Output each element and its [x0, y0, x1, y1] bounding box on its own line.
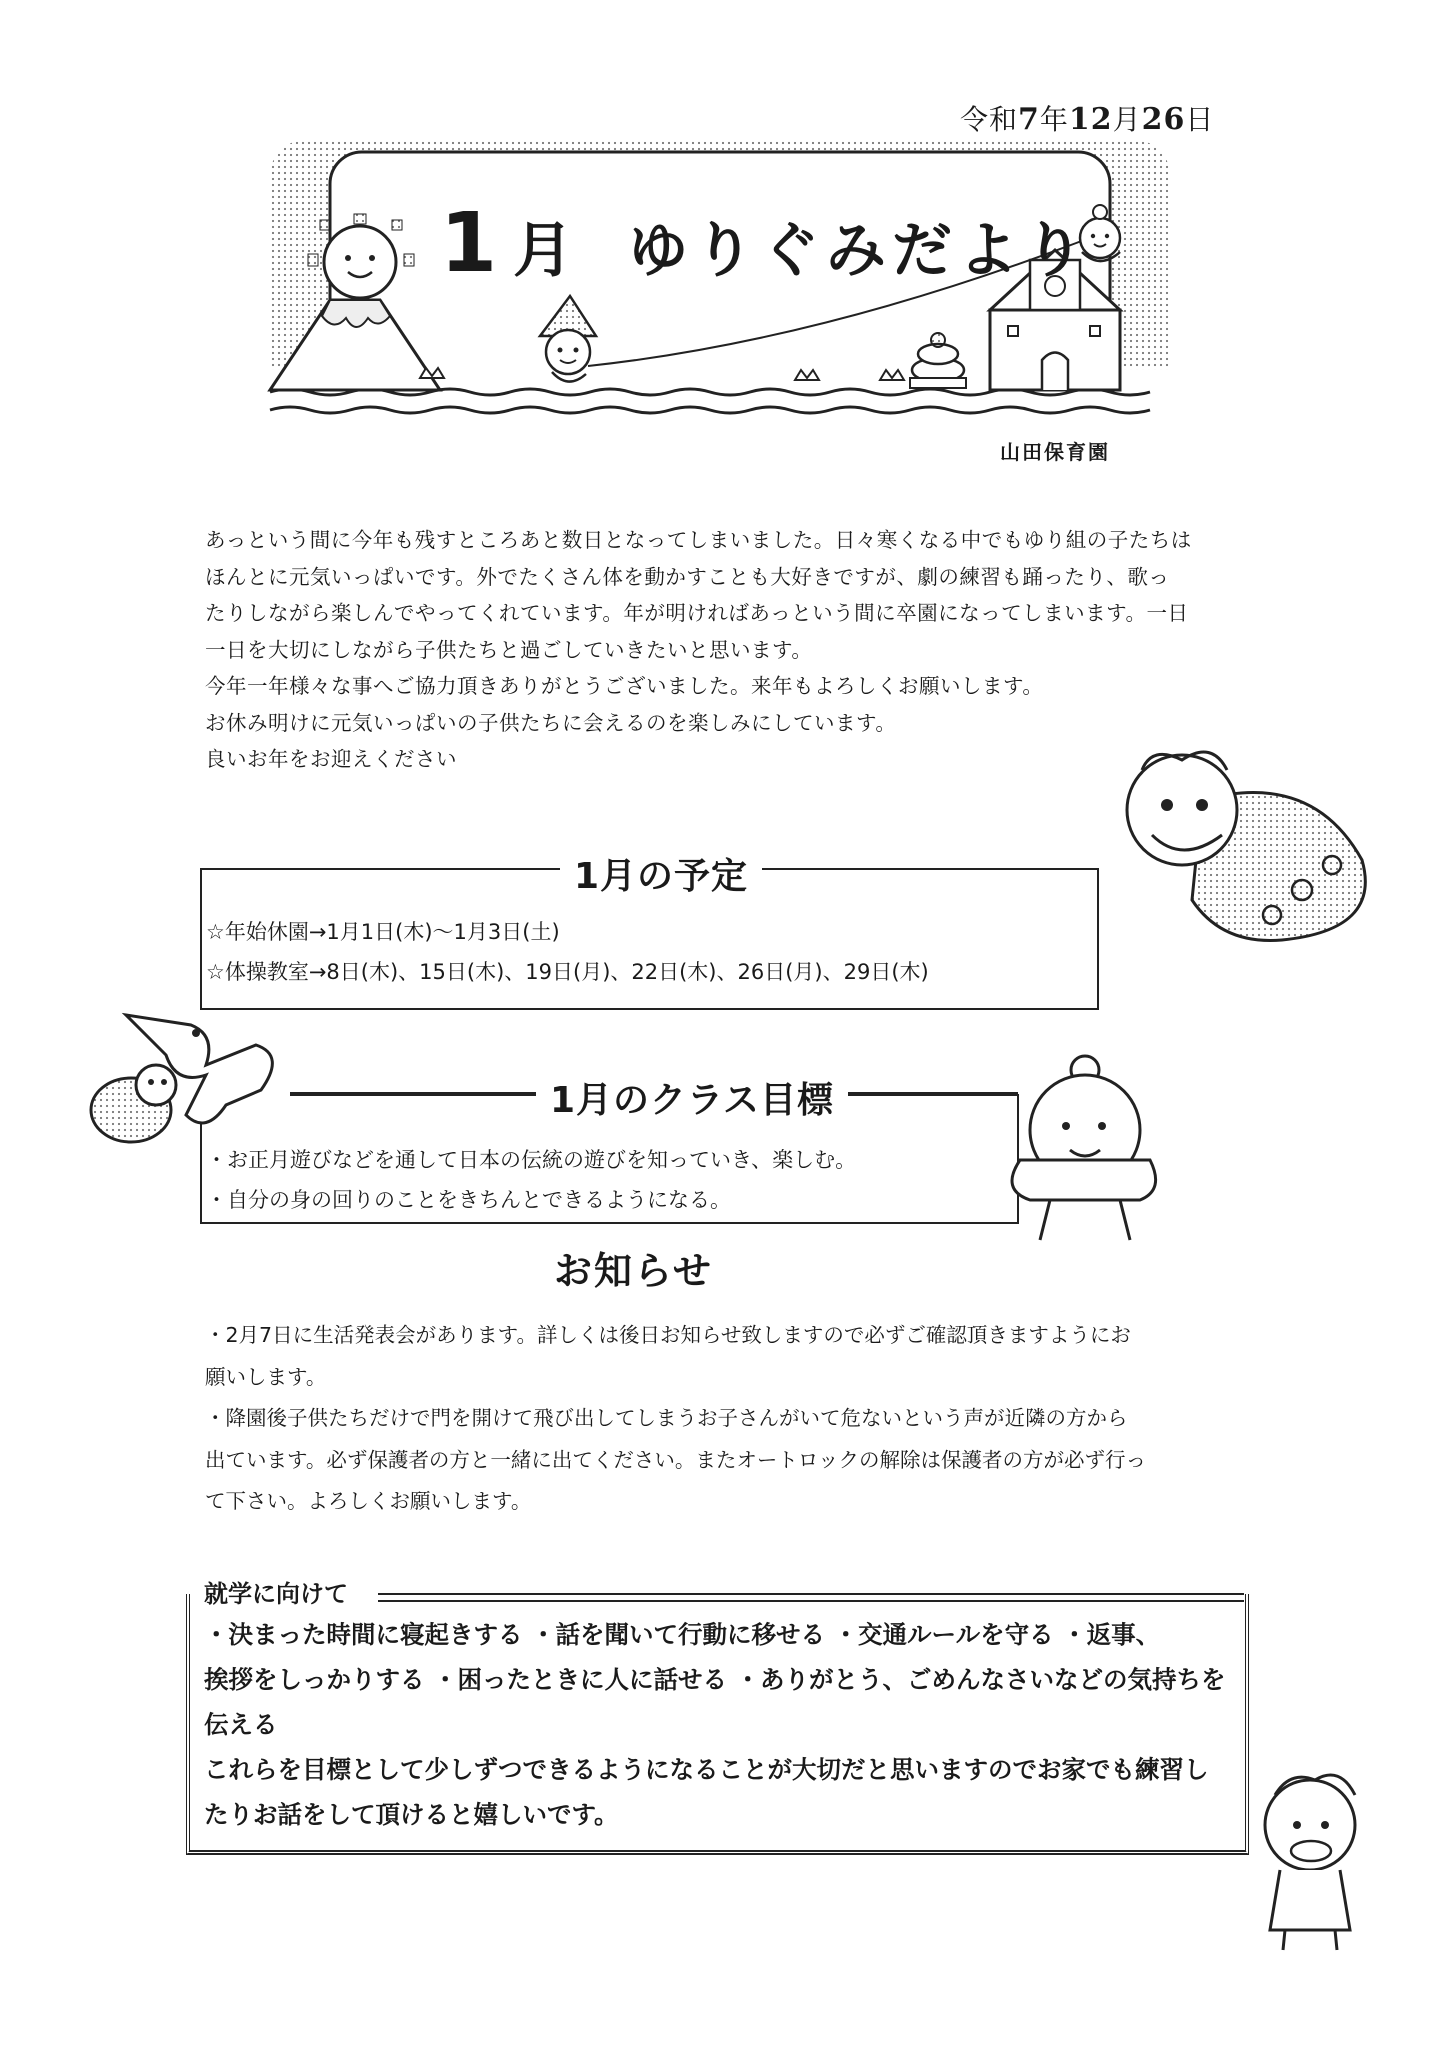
- list-item: ☆年始休園→1月1日(木)～1月3日(土): [206, 920, 560, 944]
- school-prep-title: 就学に向けて: [204, 1580, 348, 1608]
- newsletter-title: 1 月 ゆりぐみだより: [440, 196, 1090, 291]
- schedule-list: [206, 912, 929, 992]
- list-item: ☆体操教室→8日(木)、15日(木)、19日(月)、22日(木)、26日(月)、29日(木): [206, 960, 929, 984]
- lion-dance-icon: [1112, 740, 1382, 960]
- cow-icon: [1235, 1755, 1385, 1955]
- crane-and-turtle-icon: [56, 995, 296, 1165]
- list-item: ・自分の身の回りのことをきちんとできるようになる。: [206, 1188, 731, 1212]
- traditional-doll-icon: [990, 1050, 1170, 1250]
- school-prep-body: ・決まった時間に寝起きする ・話を聞いて行動に移せる ・交通ルールを守る ・返事、 挨拶をしっかりする ・困ったときに人に話せる ・ありがとう、ごめんなさいなどの気持ちを 伝える これらを目標として少しずつできるようになることが大切だと思いますのでお家でも練習し たりお話をして頂けると嬉しいです。: [204, 1620, 1226, 1829]
- list-item: ・お正月遊びなどを通して日本の伝統の遊びを知っていき、楽しむ。: [206, 1148, 857, 1172]
- school-prep-header-rule: [378, 1593, 1244, 1602]
- school-name: 山田保育園: [1000, 440, 1110, 464]
- intro-paragraph: あっという間に今年も残すところあと数日となってしまいました。日々寒くなる中でもゆり組の子たちは ほんとに元気いっぱいです。外でたくさん体を動かすことも大好きですが、劇の練習も踊ったり、歌っ たりしながら楽しんでやってくれています。年が明ければあっという間に卒園になってしまいます。一日 一日を大切にしながら子供たちと過ごしていきたいと思います。 今年一年様々な事へご協力頂きありがとうございました。来年もよろしくお願いします。 お休み明けに元気いっぱいの子供たちに会えるのを楽しみにしています。 良いお年をお迎えください: [205, 528, 1192, 771]
- schedule-title: 1月の予定: [560, 848, 762, 899]
- notice-paragraph: ・2月7日に生活発表会があります。詳しくは後日お知らせ致しますので必ずご確認頂きますようにお 願いします。 ・降園後子供たちだけで門を開けて飛び出してしまうお子さんがいて危ないという声が近隣の方から 出ています。必ず保護者の方と一緒に出てください。またオートロックの解除は保護者の方が必ず行っ て下さい。よろしくお願いします。: [205, 1323, 1146, 1513]
- class-goals-title: 1月のクラス目標: [536, 1072, 848, 1123]
- issue-date: 令和7年12月26日: [960, 102, 1215, 137]
- notice-title: お知らせ: [554, 1249, 713, 1293]
- class-goals-list: [206, 1140, 856, 1220]
